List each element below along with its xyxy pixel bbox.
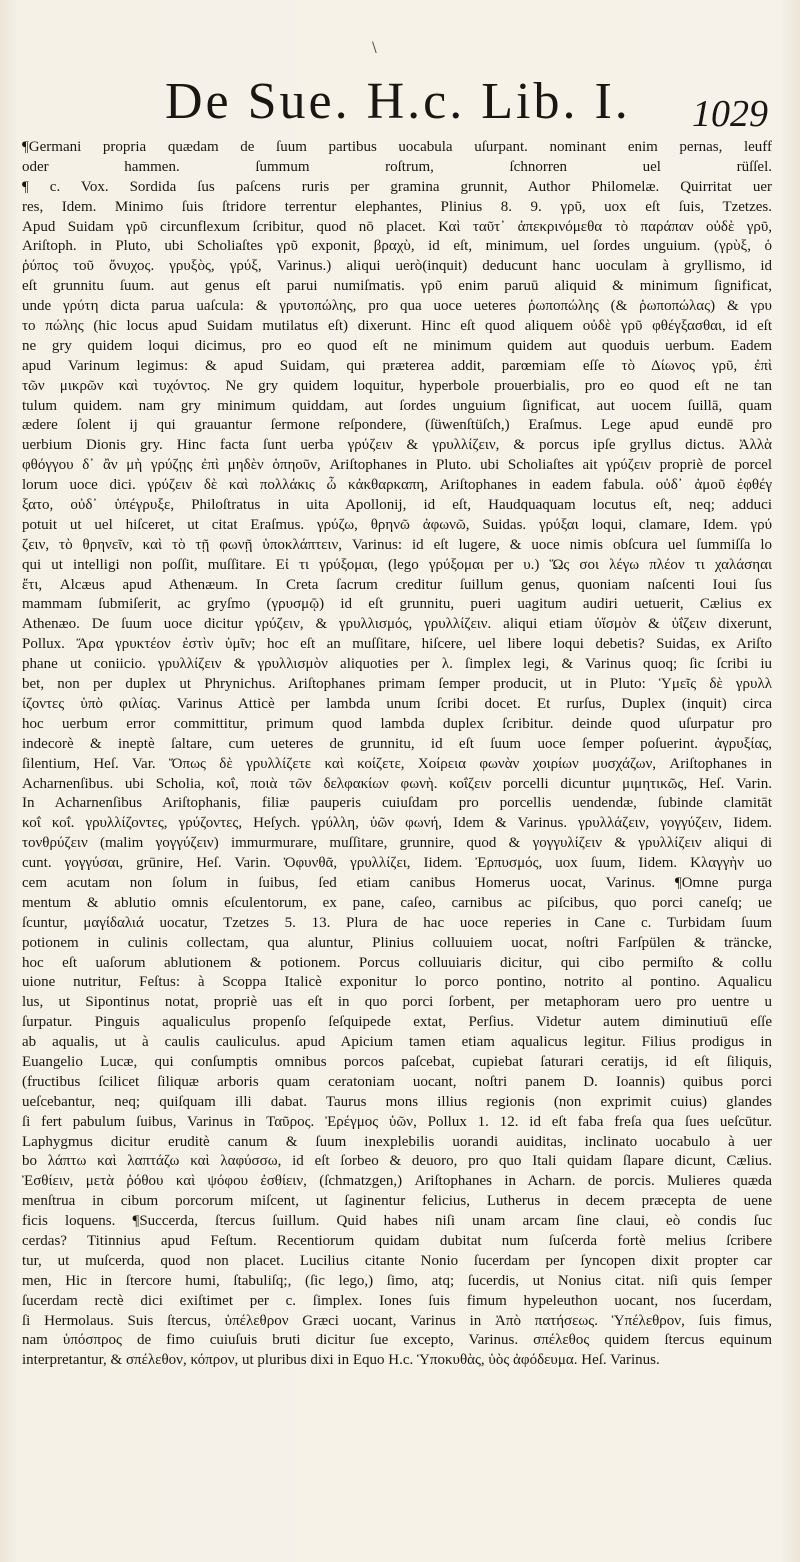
text-line: ῥύπος τοῦ ὄνυχος. γρυξὸς, γρύξ, Varinus.) aliqui uerò(inquit) deducunt hanc uoculam à gryllismo, id bbox=[22, 258, 772, 275]
text-line: oder hammen. ſummum roſtrum, ſchnorren uel rüſſel. bbox=[22, 158, 772, 175]
text-line: nam ὑπόσπρος de fimo cuiuſuis bruti dicitur ſue excepto, Varinus. σπέλεθος quidem ſtercus equinum bbox=[22, 1332, 772, 1349]
text-line: lorum uoce dici. γρύζειν δὲ καὶ πολλάκις ὦ κἀκθαρκαπη, Ariſtophanes in eadem fabula. οὐδ᾿ ἁμοῦ ἐφθέγ bbox=[22, 477, 772, 494]
text-line: bet, non per duplex ut Phrynichus. Ariſtophanes primam ſemper producit, ut in Pluto: Ὑμεῖς δὲ γρυλλ bbox=[22, 676, 772, 693]
text-line: potuit ut uel hiſceret, ut citat Eraſmus. γρύζω, θρηνῶ ἀφωνῶ, Suidas. γρύξαι loqui, clamare, Idem. γρύ bbox=[22, 516, 772, 533]
body-text bbox=[22, 138, 772, 1371]
text-line: ſi Hermolaus. Suis ſtercus, ὑπέλεθρον Græci uocant, Varinus in Ἀπὸ πατήσεως. Ὑπέλεθρον, ſuis fimus, bbox=[22, 1312, 772, 1329]
text-line: phane ut coniicio. γρυλλίζειν & γρυλλισμὸν aliquoties per λ. ſimplex legi, & Varinus quoq; ſic ſcribi iu bbox=[22, 656, 772, 673]
text-line: τῶν μικρῶν καὶ τυχόντος. Ne gry quidem loquitur, hyperbole prouerbialis, pro eo quod eſt ne tan bbox=[22, 377, 772, 394]
text-line: mentum & ablutio omnis eſculentorum, ex pane, caſeo, carnibus ac piſcibus, quo porci caneſq; ue bbox=[22, 894, 772, 911]
text-line: indecorè & ineptè ſaltare, cum ueteres de grunnitu, id eſt ſuum uoce ſemper poſuerint. ἀγρυξίας, bbox=[22, 735, 772, 752]
text-line: Pollux. Ἄρα γρυκτέον ἐστὶν ὑμῖν; hoc eſt an muſſitare, hiſcere, uel libere loqui debetis? Suidas, ex Ariſto bbox=[22, 636, 772, 653]
text-line: tur, ut muſcerda, quod non placet. Lucilius citante Nonio ſucerdam per ſyncopen dixit propter car bbox=[22, 1252, 772, 1269]
text-line: ¶ c. Vox. Sordida ſus paſcens ruris per gramina grunnit, Author Philomelæ. Quirritat uer bbox=[22, 178, 772, 195]
page-number: 1029 bbox=[692, 93, 768, 135]
text-line: Apud Suidam γρῦ circunflexum ſcribitur, quod nō placet. Καὶ ταῦτ᾿ ἀπεκρινόμεθα τὸ παράπαν οὐδὲ γρῦ, bbox=[22, 218, 772, 235]
text-line: hoc uerbum error committitur, primum quod lambda duplex ſcribitur. deinde quod uſurpatur pro bbox=[22, 715, 772, 732]
text-line: unde γρύτη dicta parua uaſcula: & γρυτοπώλης, pro qua uoce ueteres ῥωποπώλης (& ῥωποπώλας) & γρυ bbox=[22, 298, 772, 315]
page-header bbox=[0, 72, 800, 142]
text-line: ficis loquens. ¶Succerda, ſtercus ſuillum. Quid habes niſi unam arcam ſine claui, eò condis ſuc bbox=[22, 1213, 772, 1230]
text-line: τονθρύζειν (malim γογγύζειν) immurmurare, muſſitare, grunnire, quod & γογγυλίζειν & γρυλλίζειν aliqui di bbox=[22, 835, 772, 852]
text-line: men, Hic in ſtercore humi, ſtabuliſq;, (ſic lego,) ſimo, atq; ſucerdis, ut Nonius citat. niſi quis ſemper bbox=[22, 1272, 772, 1289]
text-line: In Acharnenſibus Ariſtophanis, filiæ pauperis cuiuſdam pro porcellis uendendæ, ſubinde clamitāt bbox=[22, 795, 772, 812]
text-line: eſt grunnitu ſuum. aut genus eſt parui numiſmatis. γρῦ enim paruū aliquid & minimum ſignificat, bbox=[22, 278, 772, 295]
text-line: qui ut intelligi non poſſit, muſſitare. Εἰ τι γρύξομαι, (lego γρύξομαι per υ.) Ὥς σοι λέγω πλέον τι χαλάσηαι bbox=[22, 556, 772, 573]
text-line: Ἐσθίειν, μετὰ ῥόθου καὶ ψόφου ἐσθίειν, (ſchmatzgen,) Ariſtophanes in Acharn. de porcis. Mulieres quæda bbox=[22, 1173, 772, 1190]
text-line: res, Idem. Minimo ſuis ſtridore terrentur elephantes, Plinius 8. 9. γρῦ, uox eſt ſuis, Tzetzes. bbox=[22, 198, 772, 215]
text-line: το πώλης (hic locus apud Suidam mutilatus eſt) dixerunt. Hinc eſt quod aliquem οὐδὲ γρῦ φθέγξασθαι, id eſt bbox=[22, 318, 772, 335]
text-line: ab aqualis, ut à caulis cauliculus. apud Apicium tamen etiam aqualicus legitur. Filius prodigus in bbox=[22, 1034, 772, 1051]
text-line: apud Varinum legimus: & apud Suidam, qui præterea addit, parœmiam eſſe τὸ Δίωνος γρῦ, ἐπὶ bbox=[22, 357, 772, 374]
text-line: ſi fert pabulum ſuibus, Varinus in Ταῦρος. Ἐρέγμος ὑῶν, Pollux 1. 12. id eſt faba freſa qua ſues ueſcūtur. bbox=[22, 1113, 772, 1130]
fold-mark: \ bbox=[372, 40, 377, 56]
text-line: menſtrua in cibum porcorum miſcent, ut ſaginentur felicius, Lutherus in decem præcepta de uene bbox=[22, 1193, 772, 1210]
text-line: Euangelio Lucæ, qui conſumptis omnibus porcos paſcebat, cupiebat ſaturari ceratijs, id eſt ſiliquis, bbox=[22, 1053, 772, 1070]
text-line: interpretantur, & σπέλεθον, κόπρον, ut pluribus dixi in Equo H.c. Ὑποκυθὰς, ὑὸς ἀφόδευμα. Heſ. Varinus. bbox=[22, 1352, 660, 1369]
text-line: bo λάπτω καὶ λαπτάζω καὶ λαφύσσω, id eſt ſorbeo & deuoro, pro quo Itali quidam ſlapare dicunt, Cælius. bbox=[22, 1153, 772, 1170]
text-line: Laphygmus dicitur eruditè canum & ſuum inexplebilis uorandi auiditas, inclinato uocabulo à uer bbox=[22, 1133, 772, 1150]
text-line: cem acutam non ſolum in ſuibus, ſed etiam canibus Homerus uocat, Varinus. ¶Omne purga bbox=[22, 874, 772, 891]
text-line: ſurpatur. Pinguis aqualiculus propenſo ſeſquipede extat, Perſius. Videtur autem diminutiuū eſſe bbox=[22, 1014, 772, 1031]
text-line: ædere ſolent ij qui grauantur ſermone reſpondere, (ſüwenſtüſch,) Eraſmus. Lege apud eundē pro bbox=[22, 417, 772, 434]
text-line: hoc eſt uaſorum ablutionem & potionem. Porcus colluuiaris dicitur, qui cibo permiſto & collu bbox=[22, 954, 772, 971]
text-line: uerbium Dionis gry. Hinc facta ſunt uerba γρύζειν & γρυλλίζειν, & porcus ipſe gryllus dictus. Ἀλλὰ bbox=[22, 437, 772, 454]
text-line: ίζοντες ὑπὸ φιλίας. Varinus Atticè per lambda unum ſcribi docet. Et rurſus, Duplex (inquit) circa bbox=[22, 695, 772, 712]
text-line: lus, ut Sipontinus notat, propriè uas eſt in quo porci ſorbent, per metaphoram uero pro uentre u bbox=[22, 994, 772, 1011]
text-line: Athenæo. De ſuum uoce dicitur γρύζειν, & γρυλλισμός, γρυλλίζειν. aliqui etiam ὑἵσμὸν & ὑΐζειν dixerunt, bbox=[22, 616, 772, 633]
text-line: mammam ſubmiſerit, ac gryſmo (γρυσμῷ) id eſt grunnitu, pueri uagitum audiri uetuerit, Cælius ex bbox=[22, 596, 772, 613]
running-head: De Sue. H.c. Lib. I. bbox=[165, 73, 631, 130]
text-line: ueſcebantur, neq; quiſquam illi dabat. Taurus mons illius regionis (non exprimit cuius) glandes bbox=[22, 1093, 772, 1110]
text-line: ζειν, τὸ θρηνεῖν, καὶ τὸ τῇ φωνῇ ὑποκλάπτειν, Varinus: id eſt lugere, & uoce nimis obſcura uel ſummiſſa lo bbox=[22, 536, 772, 553]
text-line: uione nutritur, Feſtus: à Scoppa Italicè exponitur lo porco pontino, notrito al pontino. Aqualicu bbox=[22, 974, 772, 991]
text-line: ne gry quidem loqui dicimus, pro eo quod eſt ne minimum quidem aut quoduis uerbum. Eadem bbox=[22, 337, 772, 354]
text-line: tulum quidem. nam gry minimum quiddam, aut ſordes unguium ſignificat, aut uocem ſuillā, quam bbox=[22, 397, 772, 414]
text-line: φθόγγου δ᾿ ἂν μὴ γρύζῃς ἐπὶ μηδὲν ὁπηοῦν, Ariſtophanes in Pluto. ubi Scholiaſtes ait γρύζειν propriè de porcel bbox=[22, 457, 772, 474]
text-line: cerdas? Titinnius apud Feſtum. Recentiorum quidam dubitat num ſuſcerda fortè melius ſcribere bbox=[22, 1232, 772, 1249]
text-line: cunt. γογγύσαι, grūnire, Heſ. Varin. Ὀφυνθᾶ, γρυλλίζει, Iidem. Ἐρπυσμός, uox ſuum, Iidem. Κλαγγὴν uo bbox=[22, 855, 772, 872]
text-line: ξατο, οὐδ᾿ ὑπέγρυξε, Philoſtratus in uita Apollonij, id eſt, Haudquaquam locutus eſt, neq; adduci bbox=[22, 497, 772, 514]
text-line: Ariſtoph. in Pluto, ubi Scholiaſtes γρῦ exponit, βραχὺ, id eſt, minimum, uel ſordes unguium. (γρὺξ, ὁ bbox=[22, 238, 772, 255]
text-line: κοΐ κοΐ. γρυλλίζοντες, γρύζοντες, Heſych. γρύλλη, ὑῶν φωνή, Idem & Varinus. γρυλλάζειν, γογγύζειν, Iidem. bbox=[22, 815, 772, 832]
text-line: potionem in culinis collectam, qua aluntur, Plinius colluuiem uocat, noſtri Farſpülen & träncke, bbox=[22, 934, 772, 951]
text-line: ¶Germani propria quædam de ſuum partibus uocabula uſurpant. nominant enim pernas, leuff bbox=[22, 139, 772, 155]
text-line: ſcuntur, μαγίδαλιά uocatur, Tzetzes 5. 13. Plura de hac uoce reperies in Cane c. Turbidam ſuum bbox=[22, 914, 772, 931]
text-line: ἔτι, Alcæus apud Athenæum. In Creta ſacrum creditur ſuillum genus, quoniam naſcenti Ioui ſus bbox=[22, 576, 772, 593]
text-line: Acharnenſibus. ubi Scholia, κοΐ, ποιὰ τῶν δελφακίων φωνὴ. κοΐζειν porcelli dicuntur μιμητικῶς, Heſ. Varin. bbox=[22, 775, 772, 792]
text-line: ſilentium, Heſ. Var. Ὅπως δὲ γρυλλίζετε καὶ κοίζετε, Χοίρεια φωνὰν χοιρίων μυσχάζων, Ariſtophanes in bbox=[22, 755, 772, 772]
text-line: (fructibus ſcilicet ſiliquæ arboris quam ceratoniam uocant, noſtri panem D. Ioannis) quibus porci bbox=[22, 1073, 772, 1090]
text-line: ſucerdam rectè dici exiſtimet per c. ſimplex. Iones ſuis fimum hypeleuthon uocant, nos ſucerdam, bbox=[22, 1292, 772, 1309]
